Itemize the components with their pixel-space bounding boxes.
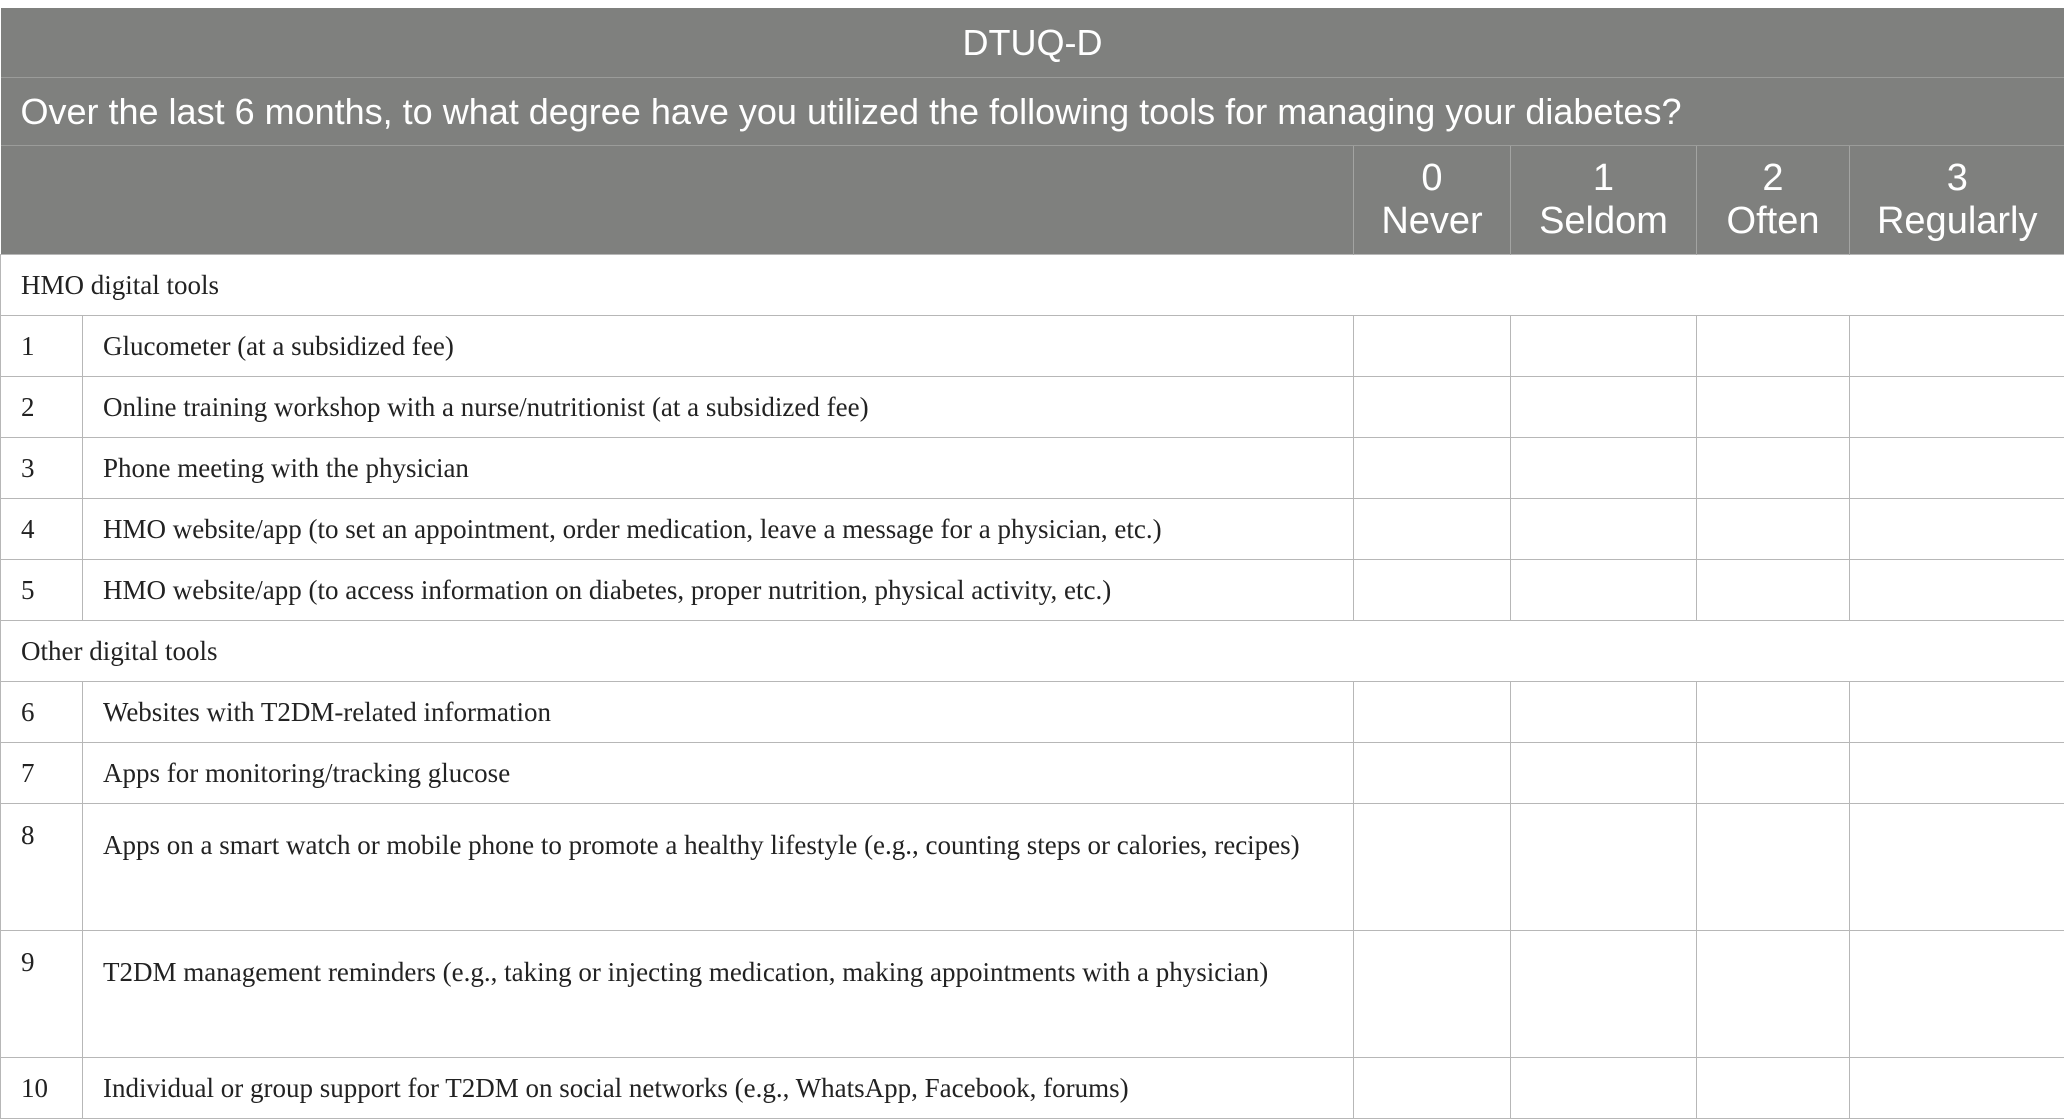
response-regularly-cell[interactable] xyxy=(1850,438,2064,499)
section-title: Other digital tools xyxy=(1,621,2064,682)
scale-label: Regularly xyxy=(1850,200,2064,243)
table-row xyxy=(1,438,2064,499)
dtuq-d-table xyxy=(0,8,2064,1119)
response-seldom-cell[interactable] xyxy=(1511,931,1697,1058)
response-often-cell[interactable] xyxy=(1697,438,1850,499)
item-text: HMO website/app (to access information on diabetes, proper nutrition, physical activity, etc.) xyxy=(83,560,1354,621)
response-seldom-cell[interactable] xyxy=(1511,1058,1697,1119)
scale-label: Often xyxy=(1697,200,1849,243)
item-number: 8 xyxy=(1,804,83,931)
response-seldom-cell[interactable] xyxy=(1511,743,1697,804)
item-number: 4 xyxy=(1,499,83,560)
response-never-cell[interactable] xyxy=(1354,438,1511,499)
response-regularly-cell[interactable] xyxy=(1850,499,2064,560)
scale-header-often xyxy=(1697,146,1850,255)
response-often-cell[interactable] xyxy=(1697,804,1850,931)
response-regularly-cell[interactable] xyxy=(1850,743,2064,804)
scale-header-seldom xyxy=(1511,146,1697,255)
response-never-cell[interactable] xyxy=(1354,682,1511,743)
table-title: DTUQ-D xyxy=(1,8,2064,78)
table-row xyxy=(1,377,2064,438)
question-text: Over the last 6 months, to what degree have you utilized the following tools for managing your diabetes? xyxy=(1,78,2064,146)
item-text: Apps for monitoring/tracking glucose xyxy=(83,743,1354,804)
response-often-cell[interactable] xyxy=(1697,499,1850,560)
response-often-cell[interactable] xyxy=(1697,377,1850,438)
response-regularly-cell[interactable] xyxy=(1850,682,2064,743)
section-row-other xyxy=(1,621,2064,682)
table-row xyxy=(1,316,2064,377)
response-seldom-cell[interactable] xyxy=(1511,438,1697,499)
response-never-cell[interactable] xyxy=(1354,377,1511,438)
response-never-cell[interactable] xyxy=(1354,1058,1511,1119)
response-never-cell[interactable] xyxy=(1354,316,1511,377)
response-seldom-cell[interactable] xyxy=(1511,682,1697,743)
response-often-cell[interactable] xyxy=(1697,931,1850,1058)
response-never-cell[interactable] xyxy=(1354,804,1511,931)
scale-value: 2 xyxy=(1697,157,1849,200)
item-number: 2 xyxy=(1,377,83,438)
scale-header-never xyxy=(1354,146,1511,255)
response-never-cell[interactable] xyxy=(1354,931,1511,1058)
response-regularly-cell[interactable] xyxy=(1850,316,2064,377)
response-regularly-cell[interactable] xyxy=(1850,1058,2064,1119)
response-regularly-cell[interactable] xyxy=(1850,377,2064,438)
item-text: Individual or group support for T2DM on social networks (e.g., WhatsApp, Facebook, forums) xyxy=(83,1058,1354,1119)
section-title: HMO digital tools xyxy=(1,255,2064,316)
item-number: 7 xyxy=(1,743,83,804)
scale-label: Seldom xyxy=(1511,200,1696,243)
response-seldom-cell[interactable] xyxy=(1511,316,1697,377)
table-row xyxy=(1,804,2064,931)
item-number: 10 xyxy=(1,1058,83,1119)
response-often-cell[interactable] xyxy=(1697,743,1850,804)
item-text: Websites with T2DM-related information xyxy=(83,682,1354,743)
scale-value: 3 xyxy=(1850,157,2064,200)
response-often-cell[interactable] xyxy=(1697,316,1850,377)
item-text: Glucometer (at a subsidized fee) xyxy=(83,316,1354,377)
table-row xyxy=(1,743,2064,804)
scale-header-regularly xyxy=(1850,146,2064,255)
response-often-cell[interactable] xyxy=(1697,560,1850,621)
item-text: Apps on a smart watch or mobile phone to promote a healthy lifestyle (e.g., counting steps or calories, recipes) xyxy=(83,804,1354,931)
table-row xyxy=(1,1058,2064,1119)
table-row xyxy=(1,931,2064,1058)
item-text: Online training workshop with a nurse/nutritionist (at a subsidized fee) xyxy=(83,377,1354,438)
response-often-cell[interactable] xyxy=(1697,682,1850,743)
scale-label: Never xyxy=(1354,200,1510,243)
response-regularly-cell[interactable] xyxy=(1850,560,2064,621)
scale-value: 1 xyxy=(1511,157,1696,200)
response-seldom-cell[interactable] xyxy=(1511,377,1697,438)
response-seldom-cell[interactable] xyxy=(1511,560,1697,621)
item-text: Phone meeting with the physician xyxy=(83,438,1354,499)
response-regularly-cell[interactable] xyxy=(1850,931,2064,1058)
table-row xyxy=(1,682,2064,743)
response-often-cell[interactable] xyxy=(1697,1058,1850,1119)
item-number: 3 xyxy=(1,438,83,499)
item-text: HMO website/app (to set an appointment, order medication, leave a message for a physician, etc.) xyxy=(83,499,1354,560)
table-row xyxy=(1,560,2064,621)
scale-header-blank xyxy=(1,146,1354,255)
item-number: 9 xyxy=(1,931,83,1058)
item-text: T2DM management reminders (e.g., taking or injecting medication, making appointments with a physician) xyxy=(83,931,1354,1058)
section-row-hmo xyxy=(1,255,2064,316)
scale-value: 0 xyxy=(1354,157,1510,200)
table-row xyxy=(1,499,2064,560)
item-number: 6 xyxy=(1,682,83,743)
response-never-cell[interactable] xyxy=(1354,560,1511,621)
response-seldom-cell[interactable] xyxy=(1511,804,1697,931)
item-number: 1 xyxy=(1,316,83,377)
response-never-cell[interactable] xyxy=(1354,743,1511,804)
response-never-cell[interactable] xyxy=(1354,499,1511,560)
response-seldom-cell[interactable] xyxy=(1511,499,1697,560)
item-number: 5 xyxy=(1,560,83,621)
response-regularly-cell[interactable] xyxy=(1850,804,2064,931)
